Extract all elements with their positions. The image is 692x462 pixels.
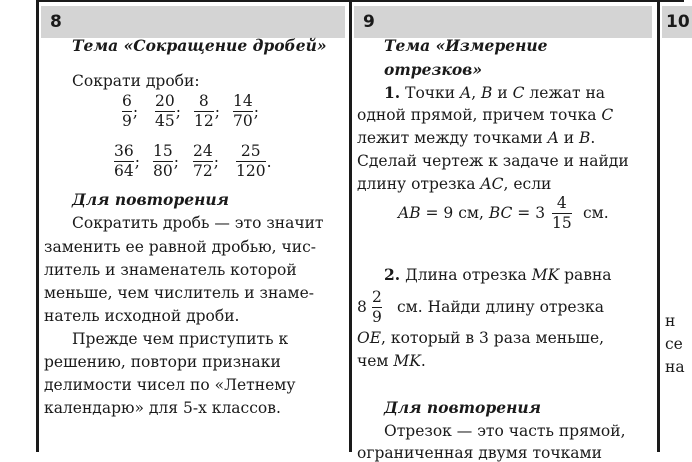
card-8-topic: Тема «Сокращение дробей» <box>72 36 327 55</box>
card-8-fraction: 8 12 <box>194 92 214 130</box>
card-8-review-line: Прежде чем приступить к <box>72 330 289 348</box>
card-8-fraction: 14 70 <box>233 92 253 130</box>
fraction-separator: ; <box>134 153 140 171</box>
card-9-task1-line: 1. Точки A, B и C лежат на <box>384 83 606 102</box>
card-8-fraction: 6 9 <box>122 92 132 130</box>
fraction-separator: ; <box>214 103 220 121</box>
card-9-review-heading: Для повторения <box>384 398 541 417</box>
task1-unit: см. <box>583 204 609 222</box>
card-9-topic: отрезков» <box>384 60 483 79</box>
card-9-task1-line: длину отрезка AC, если <box>357 175 552 193</box>
card-10-fragment: се <box>665 335 683 353</box>
card-9-task1-line: одной прямой, причем точка C <box>357 106 614 124</box>
fraction-separator: ; <box>253 103 259 121</box>
card-8-fraction: 36 64 <box>114 142 134 180</box>
card-8-review-heading: Для повторения <box>72 190 229 209</box>
fraction-separator: . <box>266 153 272 171</box>
card-8-review-line: натель исходной дроби. <box>44 307 240 325</box>
task2-fraction: 2 9 <box>372 288 382 326</box>
card-9-task2-line: см. Найди длину отрезка <box>397 298 604 316</box>
task2-number: 2. <box>384 265 401 284</box>
card-8-fraction: 25 120 <box>236 142 266 180</box>
card-8-review-line: календарю» для 5-х классов. <box>44 399 281 417</box>
top-border <box>36 0 684 2</box>
card-8-review-line: Сократить дробь — это значит <box>72 214 324 232</box>
card-8-number: 8 <box>41 6 345 38</box>
card-9-review-line: Отрезок — это часть прямой, <box>384 422 626 440</box>
card-8-review-line: заменить ее равной дробью, чис- <box>44 238 317 256</box>
task1-number: 1. <box>384 83 401 102</box>
card-8-review-line: меньше, чем числитель и знаме- <box>44 284 314 302</box>
card-9-task1-line: Сделай чертеж к задаче и найди <box>357 152 629 170</box>
task2-whole: 8 <box>357 298 367 316</box>
card-9-task2-line: 2. Длина отрезка MK равна <box>384 265 612 284</box>
card-8-review-line: решению, повтори признаки <box>44 353 281 371</box>
card-8-task-label: Сократи дроби: <box>72 72 200 90</box>
card-10-fragment: на <box>665 358 685 376</box>
card-8-fraction: 15 80 <box>153 142 173 180</box>
card-9-task2-line: чем MK. <box>357 352 426 370</box>
card-9-number: 9 <box>354 6 652 38</box>
card-9-review-line-cut: ограниченная двумя точками <box>357 444 602 462</box>
middle-border <box>349 0 352 452</box>
fraction-separator: ; <box>213 153 219 171</box>
card-8-review-line: делимости чисел по «Летнему <box>44 376 296 394</box>
fraction-separator: ; <box>132 103 139 121</box>
card-8-review-line: литель и знаменатель которой <box>44 261 297 279</box>
card-8-fraction: 24 72 <box>193 142 213 180</box>
card-9-task2-line: OE, который в 3 раза меньше, <box>357 329 605 347</box>
card-10-fragment: н <box>665 312 676 330</box>
left-border <box>36 0 39 452</box>
card-10-number: 10 <box>662 6 692 38</box>
card-9-task1-line: лежит между точками A и B. <box>357 129 596 147</box>
fraction-separator: ; <box>175 103 181 121</box>
card-9-task1-equation: AB = 9 см, BC = 3 <box>398 204 546 222</box>
card-9-topic: Тема «Измерение <box>384 36 548 55</box>
task1-fraction: 4 15 <box>552 194 572 232</box>
fraction-separator: ; <box>173 153 179 171</box>
card-8-fraction: 20 45 <box>155 92 175 130</box>
right-border <box>657 0 660 452</box>
